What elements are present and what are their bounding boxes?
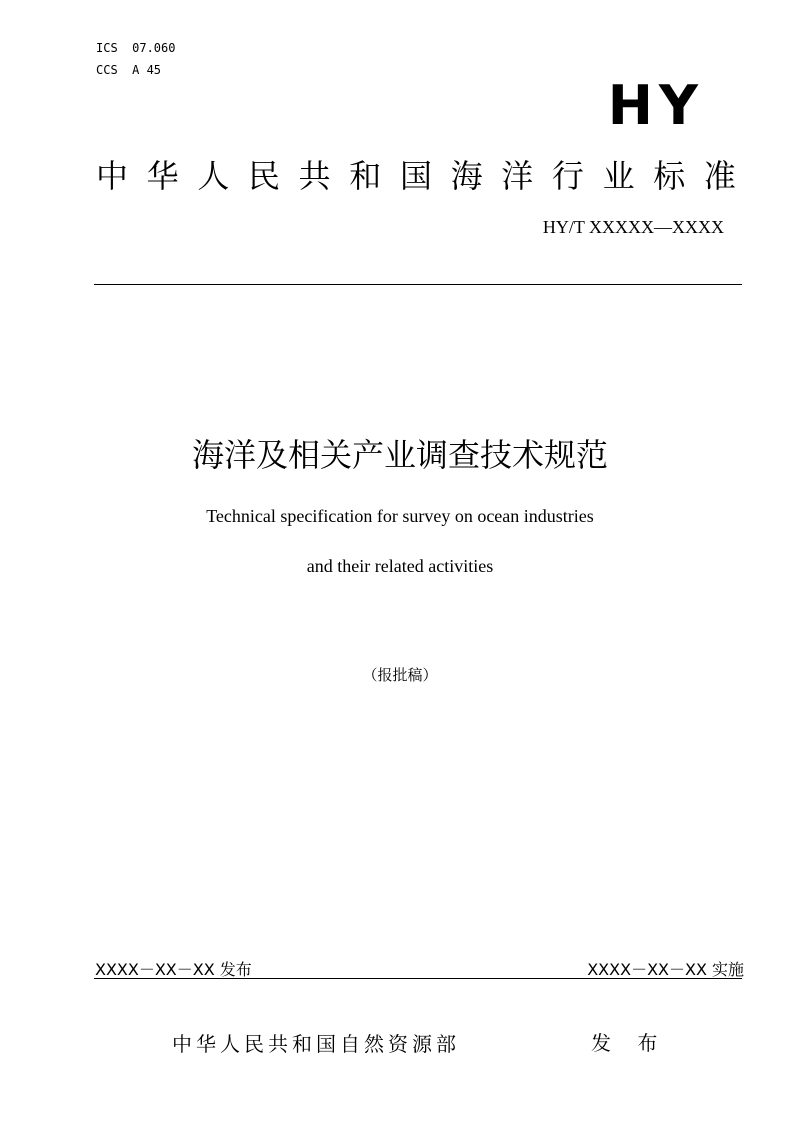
issue-date: XXXX－XX－XX 发布 [95,960,252,979]
title-char: 标 [653,157,686,195]
title-char: 华 [146,157,179,195]
standard-category-title [96,156,736,196]
document-title-chinese: 海洋及相关产业调查技术规范 [191,436,608,474]
title-char: 海 [450,157,483,195]
title-char: 中 [96,157,129,195]
title-char: 民 [247,157,280,195]
title-char: 人 [197,157,230,195]
title-char: 洋 [501,157,534,195]
title-char: 和 [349,157,382,195]
document-title-english-line1: Technical specification for survey on ocean industries [206,506,594,526]
title-char: 共 [298,157,331,195]
draft-status: （报批稿） [362,666,438,684]
title-char: 准 [703,157,736,195]
issue-label: 发 布 [591,1031,668,1055]
title-char: 行 [551,157,584,195]
document-title-english-line2: and their related activities [306,556,494,576]
footer-divider [94,978,742,979]
hy-logo: HY [607,74,704,137]
header-divider [94,284,742,285]
standard-number: HY/T XXXXX—XXXX [542,217,724,237]
issuing-authority: 中华人民共和国自然资源部 [172,1032,460,1056]
ics-code: ICS 07.060 [96,41,176,55]
implementation-date: XXXX－XX－XX 实施 [587,960,744,979]
ccs-code: CCS A 45 [96,63,162,77]
title-char: 业 [602,157,635,195]
title-char: 国 [399,157,432,195]
